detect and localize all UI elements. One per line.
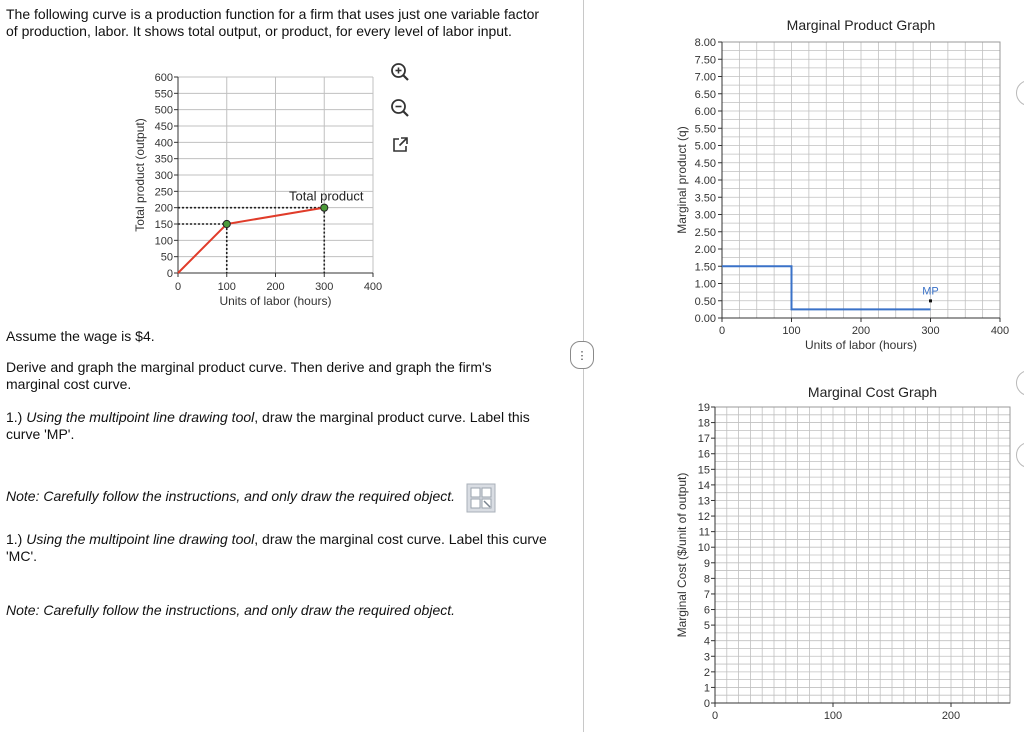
mp-y-tick-label: 5.50 bbox=[694, 123, 716, 136]
derive-line-2: marginal cost curve. bbox=[6, 376, 132, 392]
multipoint-line-tool-icon bbox=[466, 483, 496, 513]
mp-curve-endpoint bbox=[929, 299, 932, 302]
tp-y-tick-label: 550 bbox=[154, 88, 173, 101]
mc-y-tick-label: 2 bbox=[703, 666, 710, 679]
intro-line-1: The following curve is a production function for a firm that uses just one variable factor bbox=[6, 6, 540, 22]
marginal-cost-chart[interactable] bbox=[600, 380, 1024, 730]
mp-curve-label: MP bbox=[922, 285, 939, 298]
tp-y-tick-label: 100 bbox=[154, 235, 173, 248]
mc-y-tick-label: 5 bbox=[703, 620, 710, 633]
tp-x-axis-label: Units of labor (hours) bbox=[219, 294, 332, 308]
question-2-tool: Using the multipoint line drawing tool bbox=[26, 531, 255, 547]
mp-y-tick-label: 0.00 bbox=[694, 313, 716, 325]
mp-y-tick-label: 4.50 bbox=[694, 157, 716, 170]
mp-y-tick-label: 6.50 bbox=[694, 88, 716, 101]
question-2-prefix: 1.) bbox=[6, 531, 27, 547]
tp-x-tick-label: 100 bbox=[217, 281, 236, 293]
mp-x-axis-label: Units of labor (hours) bbox=[804, 338, 918, 352]
question-2 bbox=[6, 531, 547, 565]
tp-y-axis-label: Total product (output) bbox=[133, 118, 147, 232]
mc-y-tick-label: 10 bbox=[697, 542, 710, 555]
mp-chart-title: Marginal Product Graph bbox=[786, 17, 936, 33]
mc-y-tick-label: 19 bbox=[697, 402, 710, 414]
mp-x-tick-label: 400 bbox=[990, 325, 1010, 337]
wage-text: Assume the wage is $4. bbox=[6, 328, 155, 344]
mc-y-tick-label: 0 bbox=[703, 698, 710, 710]
mp-x-tick-label: 100 bbox=[782, 325, 801, 337]
mc-y-tick-label: 8 bbox=[703, 573, 710, 586]
tp-point bbox=[321, 204, 328, 211]
mc-y-tick-label: 4 bbox=[703, 635, 710, 648]
tp-y-tick-label: 500 bbox=[154, 104, 173, 117]
question-1-tool: Using the multipoint line drawing tool bbox=[26, 409, 255, 425]
mp-y-tick-label: 3.50 bbox=[694, 192, 716, 205]
tp-x-tick-label: 200 bbox=[266, 281, 285, 293]
tp-y-tick-label: 250 bbox=[154, 186, 173, 199]
total-product-chart bbox=[120, 60, 540, 380]
mp-y-tick-label: 6.00 bbox=[694, 106, 716, 118]
zoom-in-icon bbox=[390, 62, 410, 82]
tp-y-tick-label: 150 bbox=[154, 219, 173, 231]
question-2-rest: , draw the marginal cost curve. Label this curve bbox=[254, 531, 547, 547]
total-product-curve-label: Total product bbox=[289, 188, 364, 204]
tp-point bbox=[223, 220, 230, 227]
popout-button[interactable] bbox=[391, 136, 411, 156]
mp-y-tick-label: 2.00 bbox=[694, 244, 716, 256]
mp-y-tick-label: 5.00 bbox=[694, 140, 716, 153]
mp-y-tick-label: 1.00 bbox=[694, 278, 716, 291]
popout-icon bbox=[391, 136, 409, 154]
tp-y-tick-label: 200 bbox=[154, 202, 173, 215]
mc-y-tick-label: 9 bbox=[703, 557, 710, 570]
tp-y-tick-label: 450 bbox=[154, 121, 173, 133]
mp-y-axis-label: Marginal product (q) bbox=[675, 126, 689, 234]
mp-y-tick-label: 0.50 bbox=[694, 295, 716, 308]
mc-y-tick-label: 7 bbox=[703, 588, 710, 601]
mc-y-tick-label: 13 bbox=[697, 495, 710, 508]
mc-y-tick-label: 11 bbox=[698, 526, 710, 539]
tp-x-tick-label: 0 bbox=[174, 281, 182, 293]
mp-x-tick-label: 200 bbox=[851, 325, 871, 337]
mp-y-tick-label: 4.00 bbox=[694, 175, 716, 187]
marginal-product-chart[interactable] bbox=[600, 0, 1024, 360]
panel-resize-handle[interactable]: ⋮ bbox=[570, 341, 594, 369]
mc-y-tick-label: 12 bbox=[697, 511, 710, 524]
mp-y-tick-label: 7.50 bbox=[694, 54, 716, 67]
mp-x-tick-label: 0 bbox=[718, 325, 726, 337]
mc-y-tick-label: 15 bbox=[697, 464, 710, 477]
zoom-in-button[interactable] bbox=[390, 62, 410, 82]
tp-y-tick-label: 300 bbox=[154, 170, 173, 182]
question-1 bbox=[6, 409, 530, 443]
mc-y-tick-label: 14 bbox=[697, 479, 710, 492]
tp-y-tick-label: 600 bbox=[154, 72, 173, 84]
tp-x-tick-label: 400 bbox=[363, 281, 383, 293]
mc-x-tick-label: 200 bbox=[941, 710, 961, 722]
tp-y-tick-label: 400 bbox=[154, 137, 173, 150]
multipoint-line-tool-button[interactable] bbox=[466, 483, 496, 513]
question-1-rest: , draw the marginal product curve. Label this bbox=[254, 409, 530, 425]
derive-line-1: Derive and graph the marginal product curve. Then derive and graph the firm's bbox=[6, 359, 492, 375]
zoom-out-button[interactable] bbox=[390, 98, 410, 118]
note-2: Note: Carefully follow the instructions, and only draw the required object. bbox=[6, 602, 456, 618]
mp-x-tick-label: 300 bbox=[921, 325, 940, 337]
tp-y-tick-label: 350 bbox=[154, 153, 173, 166]
zoom-out-icon bbox=[390, 98, 410, 118]
tp-x-tick-label: 300 bbox=[315, 281, 334, 293]
question-2-line2: 'MC'. bbox=[6, 548, 38, 564]
mc-chart-title: Marginal Cost Graph bbox=[807, 384, 938, 400]
intro-line-2: of production, labor. It shows total output, or product, for every level of labor input. bbox=[6, 23, 512, 39]
question-1-prefix: 1.) bbox=[6, 409, 27, 425]
question-1-line2: curve 'MP'. bbox=[6, 426, 75, 442]
mc-y-tick-label: 17 bbox=[697, 433, 710, 446]
mp-y-tick-label: 1.50 bbox=[694, 261, 716, 274]
mc-y-tick-label: 16 bbox=[697, 448, 710, 461]
mp-y-tick-label: 2.50 bbox=[694, 226, 716, 239]
mc-y-tick-label: 3 bbox=[703, 651, 710, 664]
mc-y-tick-label: 6 bbox=[703, 604, 710, 617]
mp-y-tick-label: 7.00 bbox=[694, 71, 716, 84]
mp-y-tick-label: 8.00 bbox=[694, 37, 716, 49]
note-1: Note: Carefully follow the instructions, and only draw the required object. bbox=[6, 488, 456, 504]
mc-x-tick-label: 100 bbox=[823, 710, 843, 722]
mc-y-axis-label: Marginal Cost ($/unit of output) bbox=[675, 472, 689, 638]
mc-y-tick-label: 1 bbox=[703, 682, 710, 695]
mc-y-tick-label: 18 bbox=[697, 417, 710, 430]
mc-x-tick-label: 0 bbox=[711, 710, 719, 722]
tp-y-tick-label: 50 bbox=[160, 251, 173, 264]
tp-y-tick-label: 0 bbox=[166, 268, 173, 280]
mp-y-tick-label: 3.00 bbox=[694, 209, 716, 222]
